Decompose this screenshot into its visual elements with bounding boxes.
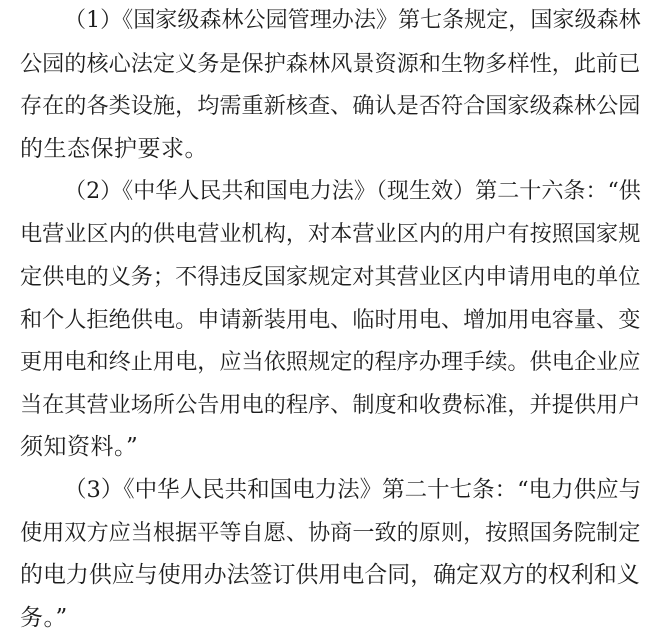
text-line: 更用电和终止用电，应当依照规定的程序办理手续。供电企业应: [20, 349, 641, 376]
text-line: 务。”: [20, 605, 68, 631]
text-line: （1）《国家级森林公园管理办法》第七条规定，国家级森林: [64, 8, 641, 33]
text-line: 存在的各类设施，均需重新核查、确认是否符合国家级森林公园: [20, 93, 641, 120]
text-line: 公园的核心法定义务是保护森林风景资源和生物多样性，此前已: [20, 50, 641, 77]
text-line: 的生态保护要求。: [20, 135, 208, 162]
text-line: 当在其营业场所公告用电的程序、制度和收费标准，并提供用户: [20, 391, 641, 418]
text-line: 须知资料。”: [20, 434, 139, 461]
text-line: （3）《中华人民共和国电力法》第二十七条：“电力供应与: [64, 477, 642, 504]
text-line: （2）《中华人民共和国电力法》（现生效）第二十六条：“供: [64, 178, 641, 204]
text-line: 使用双方应当根据平等自愿、协商一致的原则，按照国务院制定: [20, 519, 641, 546]
text-line: 的电力供应与使用办法签订供用电合同，确定双方的权利和义: [20, 562, 640, 589]
text-line: 电营业区内的供电营业机构，对本营业区内的用户有按照国家规: [20, 221, 641, 248]
text-line: 定供电的义务；不得违反国家规定对其营业区内申请用电的单位: [20, 263, 641, 290]
text-line: 和个人拒绝供电。申请新装用电、临时用电、增加用电容量、变: [20, 306, 641, 333]
